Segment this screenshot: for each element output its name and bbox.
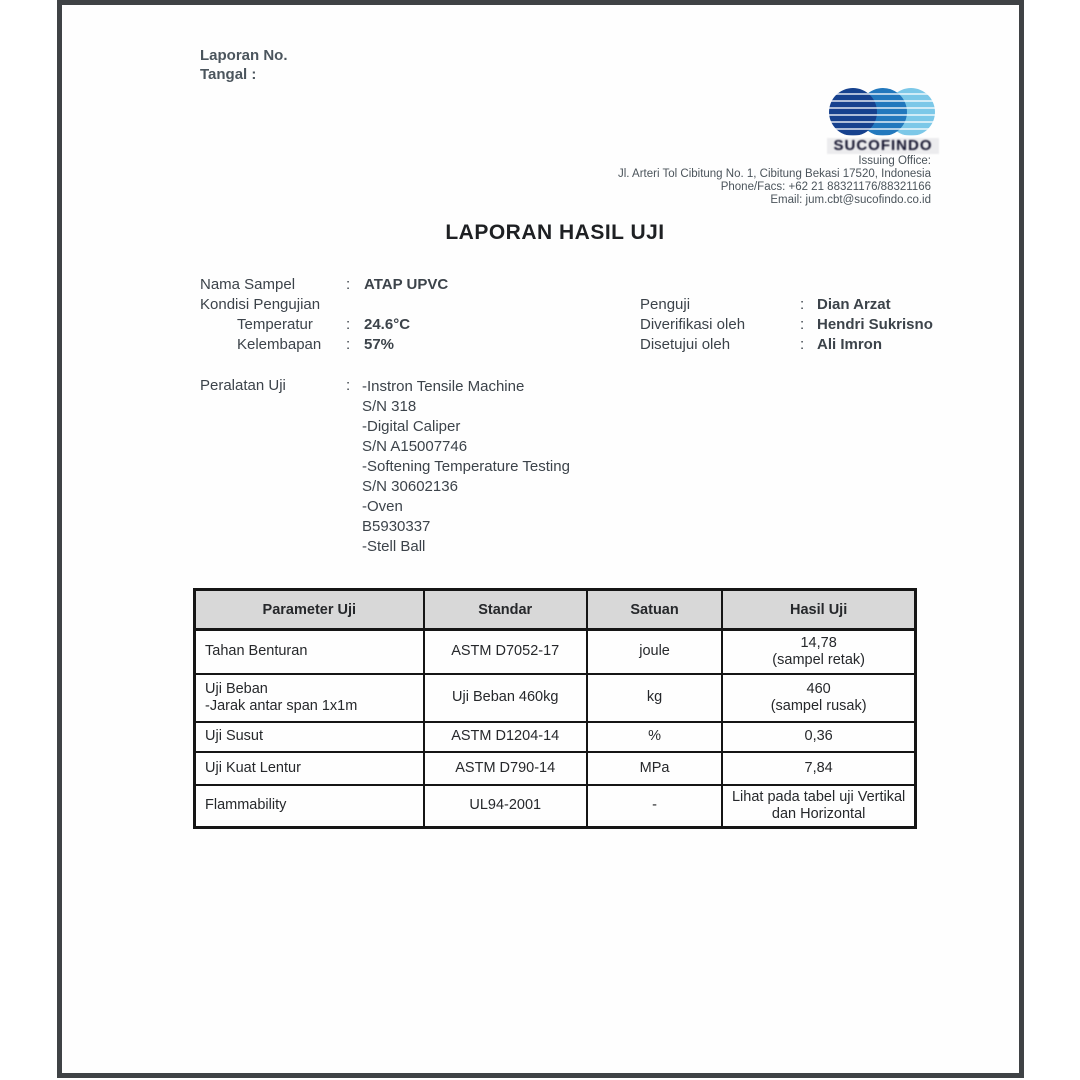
info-separator: : bbox=[800, 336, 805, 353]
equipment-item: S/N A15007746 bbox=[362, 438, 468, 455]
standard-cell: ASTM D7052-17 bbox=[424, 630, 587, 674]
table-row bbox=[195, 722, 916, 752]
equipment-item: B5930337 bbox=[362, 518, 431, 535]
standard-cell: ASTM D1204-14 bbox=[424, 722, 587, 752]
table-row bbox=[195, 752, 916, 785]
info-label: Kelembapan bbox=[237, 336, 322, 353]
info-separator: : bbox=[346, 336, 351, 353]
result-line: 0,36 bbox=[804, 728, 833, 744]
equipment-item: -Softening Temperature Testing bbox=[362, 458, 570, 475]
equipment-item: S/N 318 bbox=[362, 398, 417, 415]
parameter-line: Uji Kuat Lentur bbox=[205, 759, 301, 776]
result-cell bbox=[722, 752, 915, 785]
parameter-line: Uji Susut bbox=[205, 728, 264, 744]
equipment-item: -Digital Caliper bbox=[362, 418, 461, 435]
results-table bbox=[193, 588, 917, 829]
issuing-office-address: Jl. Arteri Tol Cibitung No. 1, Cibitung Bekasi 17520, Indonesia bbox=[617, 168, 931, 180]
unit-cell: % bbox=[587, 722, 722, 752]
result-cell bbox=[722, 722, 915, 752]
result-line: (sampel retak) bbox=[772, 651, 865, 668]
equipment-item: -Instron Tensile Machine bbox=[362, 378, 525, 395]
issuing-office-phone: Phone/Facs: +62 21 88321176/88321166 bbox=[720, 181, 931, 193]
equipment-label: Peralatan Uji bbox=[200, 377, 286, 394]
table-header-row bbox=[195, 590, 916, 630]
info-value: Dian Arzat bbox=[817, 296, 891, 313]
info-separator: : bbox=[346, 316, 351, 333]
equipment-separator: : bbox=[346, 377, 351, 394]
parameter-cell bbox=[195, 785, 424, 828]
parameter-line: Tahan Benturan bbox=[205, 643, 308, 660]
unit-cell: kg bbox=[587, 674, 722, 722]
info-label: Disetujui oleh bbox=[640, 336, 731, 353]
equipment-list bbox=[362, 377, 570, 557]
info-separator bbox=[346, 295, 364, 315]
result-cell bbox=[722, 630, 915, 674]
info-label: Penguji bbox=[640, 296, 691, 313]
result-line: 14,78 bbox=[800, 634, 837, 651]
parameter-line: -Jarak antar span 1x1m bbox=[205, 697, 358, 714]
table-header-cell: Satuan bbox=[587, 590, 722, 630]
standard-cell: UL94-2001 bbox=[424, 785, 587, 828]
result-cell bbox=[722, 674, 915, 722]
table-header-cell: Standar bbox=[424, 590, 587, 630]
issuing-office-email: Email: jum.cbt@sucofindo.co.id bbox=[770, 194, 931, 206]
sample-info-left bbox=[200, 275, 448, 355]
result-line: (sampel rusak) bbox=[770, 697, 867, 714]
standard-cell: Uji Beban 460kg bbox=[424, 674, 587, 722]
sucofindo-wordmark: SUCOFINDO bbox=[827, 138, 939, 154]
unit-cell: - bbox=[587, 785, 722, 828]
unit-cell: joule bbox=[587, 630, 722, 674]
result-line: 7,84 bbox=[804, 759, 833, 776]
issuing-office-block bbox=[618, 155, 931, 207]
info-value bbox=[364, 295, 448, 315]
info-value: 57% bbox=[364, 336, 395, 353]
parameter-cell bbox=[195, 752, 424, 785]
info-separator: : bbox=[800, 316, 805, 333]
info-value: 24.6°C bbox=[364, 316, 411, 333]
issuing-office-title: Issuing Office: bbox=[858, 155, 931, 167]
logo-globe-dark-icon bbox=[829, 88, 877, 136]
parameter-cell bbox=[195, 722, 424, 752]
parameter-line: Uji Beban bbox=[205, 680, 268, 697]
equipment-item: -Stell Ball bbox=[362, 538, 426, 555]
result-line: Lihat pada tabel uji Vertikal bbox=[731, 788, 906, 805]
info-value: ATAP UPVC bbox=[364, 276, 449, 293]
equipment-item: S/N 30602136 bbox=[362, 478, 458, 495]
result-line: dan Horizontal bbox=[771, 805, 866, 822]
parameter-cell bbox=[195, 630, 424, 674]
standard-cell: ASTM D790-14 bbox=[424, 752, 587, 785]
info-value: Hendri Sukrisno bbox=[817, 316, 933, 333]
table-header-cell: Parameter Uji bbox=[195, 590, 424, 630]
info-value: Ali Imron bbox=[817, 336, 883, 353]
report-date-label: Tangal : bbox=[200, 66, 257, 83]
sucofindo-logo bbox=[829, 88, 935, 158]
parameter-cell bbox=[195, 674, 424, 722]
info-label: Diverifikasi oleh bbox=[640, 316, 746, 333]
parameter-line: Flammability bbox=[205, 797, 287, 813]
unit-cell: MPa bbox=[587, 752, 722, 785]
info-separator: : bbox=[346, 276, 351, 293]
info-label: Kondisi Pengujian bbox=[200, 296, 321, 313]
table-row bbox=[195, 674, 916, 722]
result-line: 460 bbox=[806, 680, 831, 697]
result-cell bbox=[722, 785, 915, 828]
sample-info-right bbox=[640, 295, 933, 355]
info-separator: : bbox=[800, 296, 805, 313]
page-title: LAPORAN HASIL UJI bbox=[445, 221, 665, 244]
table-row bbox=[195, 630, 916, 674]
info-label: Temperatur bbox=[237, 316, 313, 333]
table-header-cell: Hasil Uji bbox=[722, 590, 915, 630]
report-meta bbox=[200, 46, 288, 84]
equipment-item: -Oven bbox=[362, 498, 403, 515]
report-no-label: Laporan No. bbox=[200, 47, 288, 64]
info-label: Nama Sampel bbox=[200, 276, 296, 293]
table-row bbox=[195, 785, 916, 828]
